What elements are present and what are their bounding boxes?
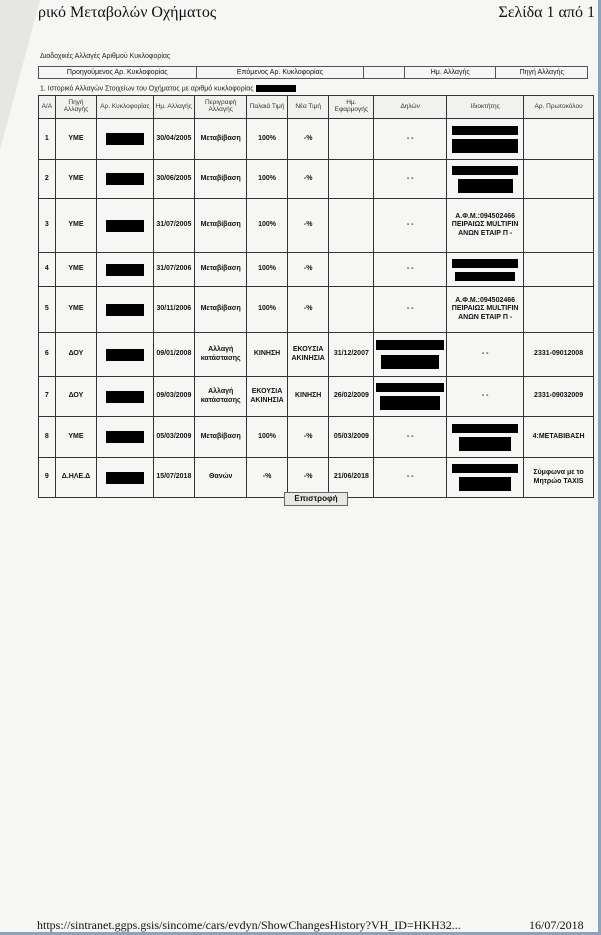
table-row bbox=[39, 377, 594, 417]
cell-plate bbox=[97, 287, 153, 333]
cell-description: Αλλαγή κατάστασης bbox=[195, 377, 247, 417]
table-row bbox=[39, 199, 594, 253]
cell-plate bbox=[97, 199, 153, 253]
cell-aa: 8 bbox=[39, 417, 56, 458]
redaction bbox=[106, 391, 144, 403]
change-source-header: Πηγή Αλλαγής bbox=[496, 67, 588, 79]
cell-declarants: - - bbox=[374, 458, 447, 498]
history-table-header bbox=[39, 96, 594, 119]
cell-apply-date: 26/02/2009 bbox=[329, 377, 374, 417]
cell-source: Δ.ΗΛΕ.Δ bbox=[55, 458, 97, 498]
cell-date: 31/07/2006 bbox=[153, 253, 195, 287]
cell-old-value: -% bbox=[247, 458, 288, 498]
redaction bbox=[452, 166, 518, 175]
redaction bbox=[459, 437, 511, 451]
cell-apply-date bbox=[329, 160, 374, 199]
cell-apply-date bbox=[329, 119, 374, 160]
cell-declarants: - - bbox=[374, 199, 447, 253]
cell-owner bbox=[447, 160, 524, 199]
page-title: ρικό Μεταβολών Οχήματος bbox=[38, 4, 217, 21]
cell-date: 15/07/2018 bbox=[153, 458, 195, 498]
cell-owner bbox=[447, 417, 524, 458]
col-declarants: Δηλών bbox=[374, 96, 447, 119]
cell-new-value: -% bbox=[287, 417, 329, 458]
col-plate: Αρ. Κυκλοφορίας bbox=[97, 96, 153, 119]
cell-source: ΥΜΕ bbox=[55, 253, 97, 287]
col-date: Ημ. Αλλαγής bbox=[153, 96, 195, 119]
cell-apply-date: 31/12/2007 bbox=[329, 333, 374, 377]
plate-changes-table bbox=[38, 66, 588, 79]
cell-source: ΥΜΕ bbox=[55, 160, 97, 199]
cell-new-value: -% bbox=[287, 119, 329, 160]
section-plate-changes-title: Διαδοχικές Αλλαγές Αριθμού Κυκλοφορίας bbox=[40, 53, 171, 60]
cell-date: 30/04/2005 bbox=[153, 119, 195, 160]
cell-declarants: - - bbox=[374, 160, 447, 199]
cell-description: Αλλαγή κατάστασης bbox=[195, 333, 247, 377]
cell-aa: 6 bbox=[39, 333, 56, 377]
col-aa: Α/Α bbox=[39, 96, 56, 119]
cell-old-value: ΚΙΝΗΣΗ bbox=[247, 333, 288, 377]
cell-source: ΔΟΥ bbox=[55, 333, 97, 377]
col-new-value: Νέα Τιμή bbox=[287, 96, 329, 119]
col-source: Πηγή Αλλαγής bbox=[55, 96, 97, 119]
prev-plate-header: Προηγούμενος Αρ. Κυκλοφορίας bbox=[39, 67, 197, 79]
redaction bbox=[459, 477, 511, 491]
cell-new-value: -% bbox=[287, 287, 329, 333]
table-row bbox=[39, 417, 594, 458]
table-row bbox=[39, 119, 594, 160]
cell-aa: 1 bbox=[39, 119, 56, 160]
cell-aa: 7 bbox=[39, 377, 56, 417]
cell-plate bbox=[97, 458, 153, 498]
cell-declarants bbox=[374, 333, 447, 377]
cell-owner: - - bbox=[447, 333, 524, 377]
cell-declarants: - - bbox=[374, 253, 447, 287]
cell-old-value: 100% bbox=[247, 160, 288, 199]
cell-protocol: 2331-09012008 bbox=[524, 333, 594, 377]
page-number: Σελίδα 1 από 1 bbox=[498, 4, 595, 21]
cell-source: ΥΜΕ bbox=[55, 287, 97, 333]
cell-owner bbox=[447, 458, 524, 498]
cell-apply-date bbox=[329, 253, 374, 287]
cell-aa: 2 bbox=[39, 160, 56, 199]
cell-source: ΥΜΕ bbox=[55, 199, 97, 253]
redaction bbox=[376, 383, 444, 392]
cell-aa: 5 bbox=[39, 287, 56, 333]
cell-declarants: - - bbox=[374, 287, 447, 333]
cell-owner bbox=[447, 119, 524, 160]
redaction bbox=[455, 272, 515, 281]
cell-new-value: -% bbox=[287, 199, 329, 253]
cell-protocol bbox=[524, 253, 594, 287]
cell-declarants bbox=[374, 377, 447, 417]
cell-protocol bbox=[524, 119, 594, 160]
cell-apply-date bbox=[329, 287, 374, 333]
redaction bbox=[380, 396, 440, 410]
cell-new-value: ΚΙΝΗΣΗ bbox=[287, 377, 329, 417]
table-row bbox=[39, 333, 594, 377]
cell-date: 05/03/2009 bbox=[153, 417, 195, 458]
cell-date: 30/11/2006 bbox=[153, 287, 195, 333]
change-date-header: Ημ. Αλλαγής bbox=[404, 67, 496, 79]
cell-protocol bbox=[524, 160, 594, 199]
cell-apply-date: 05/03/2009 bbox=[329, 417, 374, 458]
table-row bbox=[39, 160, 594, 199]
cell-owner: Α.Φ.Μ.:094502466 ΠΕΙΡΑΙΩΣ MULTIFIN ΑΝΩΝ ΕΤΑΙΡ Π - bbox=[447, 199, 524, 253]
redaction bbox=[452, 424, 518, 433]
cell-protocol: Σύμφωνα με το Μητρώο TAXIS bbox=[524, 458, 594, 498]
col-protocol: Αρ. Πρωτοκόλου bbox=[524, 96, 594, 119]
cell-date: 09/03/2009 bbox=[153, 377, 195, 417]
table-row bbox=[39, 287, 594, 333]
history-table bbox=[38, 95, 594, 498]
cell-old-value: ΕΚΟΥΣΙΑ ΑΚΙΝΗΣΙΑ bbox=[247, 377, 288, 417]
redaction bbox=[106, 304, 144, 316]
cell-description: Μεταβίβαση bbox=[195, 199, 247, 253]
cell-plate bbox=[97, 119, 153, 160]
cell-plate bbox=[97, 253, 153, 287]
page-curl bbox=[0, 0, 40, 150]
cell-apply-date: 21/06/2018 bbox=[329, 458, 374, 498]
cell-owner bbox=[447, 253, 524, 287]
cell-description: Μεταβίβαση bbox=[195, 119, 247, 160]
footer-url: https://sintranet.ggps.gsis/sincome/cars/evdyn/ShowChangesHistory?VH_ID=HKH32... bbox=[37, 918, 461, 932]
cell-owner: - - bbox=[447, 377, 524, 417]
cell-owner: Α.Φ.Μ.:094502466 ΠΕΙΡΑΙΩΣ MULTIFIN ΑΝΩΝ ΕΤΑΙΡ Π - bbox=[447, 287, 524, 333]
redaction bbox=[458, 179, 513, 193]
cell-new-value: -% bbox=[287, 253, 329, 287]
cell-source: ΔΟΥ bbox=[55, 377, 97, 417]
cell-aa: 4 bbox=[39, 253, 56, 287]
redaction bbox=[106, 264, 144, 276]
cell-plate bbox=[97, 377, 153, 417]
back-button[interactable]: Επιστροφή bbox=[284, 492, 348, 506]
redaction bbox=[106, 349, 144, 361]
cell-protocol: 2331-09032009 bbox=[524, 377, 594, 417]
cell-date: 31/07/2005 bbox=[153, 199, 195, 253]
redaction bbox=[106, 173, 144, 185]
cell-protocol bbox=[524, 287, 594, 333]
cell-new-value: -% bbox=[287, 160, 329, 199]
redaction bbox=[381, 355, 439, 369]
cell-protocol: 4:ΜΕΤΑΒΙΒΑΣΗ bbox=[524, 417, 594, 458]
col-description: Περιγραφή Αλλαγής bbox=[195, 96, 247, 119]
cell-old-value: 100% bbox=[247, 253, 288, 287]
cell-new-value: -% bbox=[287, 458, 329, 498]
redaction bbox=[106, 431, 144, 443]
cell-date: 09/01/2008 bbox=[153, 333, 195, 377]
blank-cell bbox=[364, 67, 405, 79]
redaction bbox=[376, 340, 444, 350]
cell-old-value: 100% bbox=[247, 119, 288, 160]
cell-description: Θανών bbox=[195, 458, 247, 498]
cell-source: ΥΜΕ bbox=[55, 417, 97, 458]
cell-description: Μεταβίβαση bbox=[195, 287, 247, 333]
redaction bbox=[452, 464, 518, 473]
section-history-title bbox=[40, 85, 296, 92]
cell-plate bbox=[97, 417, 153, 458]
cell-declarants: - - bbox=[374, 417, 447, 458]
cell-description: Μεταβίβαση bbox=[195, 160, 247, 199]
cell-aa: 9 bbox=[39, 458, 56, 498]
cell-description: Μεταβίβαση bbox=[195, 253, 247, 287]
cell-new-value: ΕΚΟΥΣΙΑ ΑΚΙΝΗΣΙΑ bbox=[287, 333, 329, 377]
col-old-value: Παλαιά Τιμή bbox=[247, 96, 288, 119]
cell-apply-date bbox=[329, 199, 374, 253]
cell-aa: 3 bbox=[39, 199, 56, 253]
section-history-label: 1. Ιστορικό Αλλαγών Στοιχείων του Οχήματος με αριθμό κυκλοφορίας bbox=[40, 85, 254, 93]
redacted-plate bbox=[256, 85, 296, 92]
col-owner: Ιδιοκτήτης bbox=[447, 96, 524, 119]
cell-old-value: 100% bbox=[247, 287, 288, 333]
next-plate-header: Επόμενος Αρ. Κυκλοφορίας bbox=[196, 67, 364, 79]
table-row bbox=[39, 253, 594, 287]
col-apply-date: Ημ. Εφαρμογής bbox=[329, 96, 374, 119]
cell-description: Μεταβίβαση bbox=[195, 417, 247, 458]
redaction bbox=[452, 126, 518, 135]
redaction bbox=[106, 220, 144, 232]
redaction bbox=[452, 259, 518, 268]
cell-plate bbox=[97, 333, 153, 377]
redaction bbox=[106, 472, 144, 484]
cell-source: ΥΜΕ bbox=[55, 119, 97, 160]
cell-protocol bbox=[524, 199, 594, 253]
redaction bbox=[106, 133, 144, 145]
redaction bbox=[452, 139, 518, 153]
cell-declarants: - - bbox=[374, 119, 447, 160]
cell-plate bbox=[97, 160, 153, 199]
cell-date: 30/06/2005 bbox=[153, 160, 195, 199]
cell-old-value: 100% bbox=[247, 417, 288, 458]
footer-date: 16/07/2018 bbox=[529, 918, 584, 932]
cell-old-value: 100% bbox=[247, 199, 288, 253]
